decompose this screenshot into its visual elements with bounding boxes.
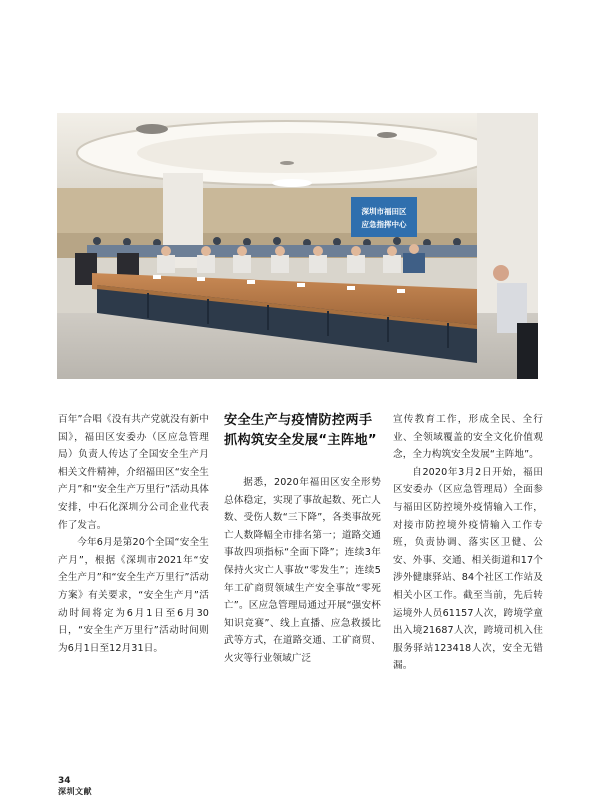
page-number: 34 (58, 776, 71, 786)
left-paragraph-2: 今年6月是第20个全国“安全生产月”，根据《深圳市2021年“安全生产月”和“安全生产万里行”活动方案》有关要求，“安全生产月”活动时间将定为6月1日至6月30日，“安全生产万里行”活动时间则为6月1日至12月31日。 (58, 537, 209, 654)
right-paragraph-1: 宣传教育工作，形成全民、全行业、全领域覆盖的安全文化价值观念，全力构筑安全发展“主阵地”。 (393, 414, 543, 461)
left-paragraph-1: 百年”合唱《没有共产党就没有新中国》，福田区安委办（区应急管理局）负责人传达了全国安全生产月相关文件精神，介绍福田区“安全生产月”和“安全生产万里行”活动具体安排，中石化深圳分公司企业代表作了发言。 (58, 414, 209, 531)
middle-paragraph-1: 据悉，2020年福田区安全形势总体稳定，实现了事故起数、死亡人数、受伤人数“三下降”，各类事故死亡人数降幅全市排名第一；道路交通事故四项指标“全面下降”；连续3年保持火灾亡人事故“零发生”；连续5年工矿商贸领域生产安全事故“零死亡”。区应急管理局通过开展“强安杯知识竞赛”、线上直播、应急救援比武等方式，在道路交通、工矿商贸、火灾等行业领域广泛 (224, 477, 381, 664)
screen-text-1: 深圳市福田区 (361, 207, 407, 216)
middle-column (224, 411, 381, 668)
section-headline: 安全生产与疫情防控两手抓构筑安全发展“主阵地” (224, 413, 377, 448)
screen-text-2: 应急指挥中心 (361, 220, 407, 229)
left-column (58, 411, 209, 657)
magazine-name: 深圳文献 (58, 787, 92, 796)
meeting-photo (57, 113, 538, 379)
right-column (393, 411, 543, 675)
right-paragraph-2: 自2020年3月2日开始，福田区安委办（区应急管理局）全面参与福田区防控境外疫情输入工作，对接市防控境外疫情输入工作专班，负责协调、落实区卫健、公安、外事、交通、相关街道和17个涉外健康驿站、84个社区工作站及相关小区工作。截至当前，先后转运境外人员61157人次，跨境学童出入境21687人次，跨境司机入住服务驿站123418人次，安全无错漏。 (393, 466, 543, 672)
